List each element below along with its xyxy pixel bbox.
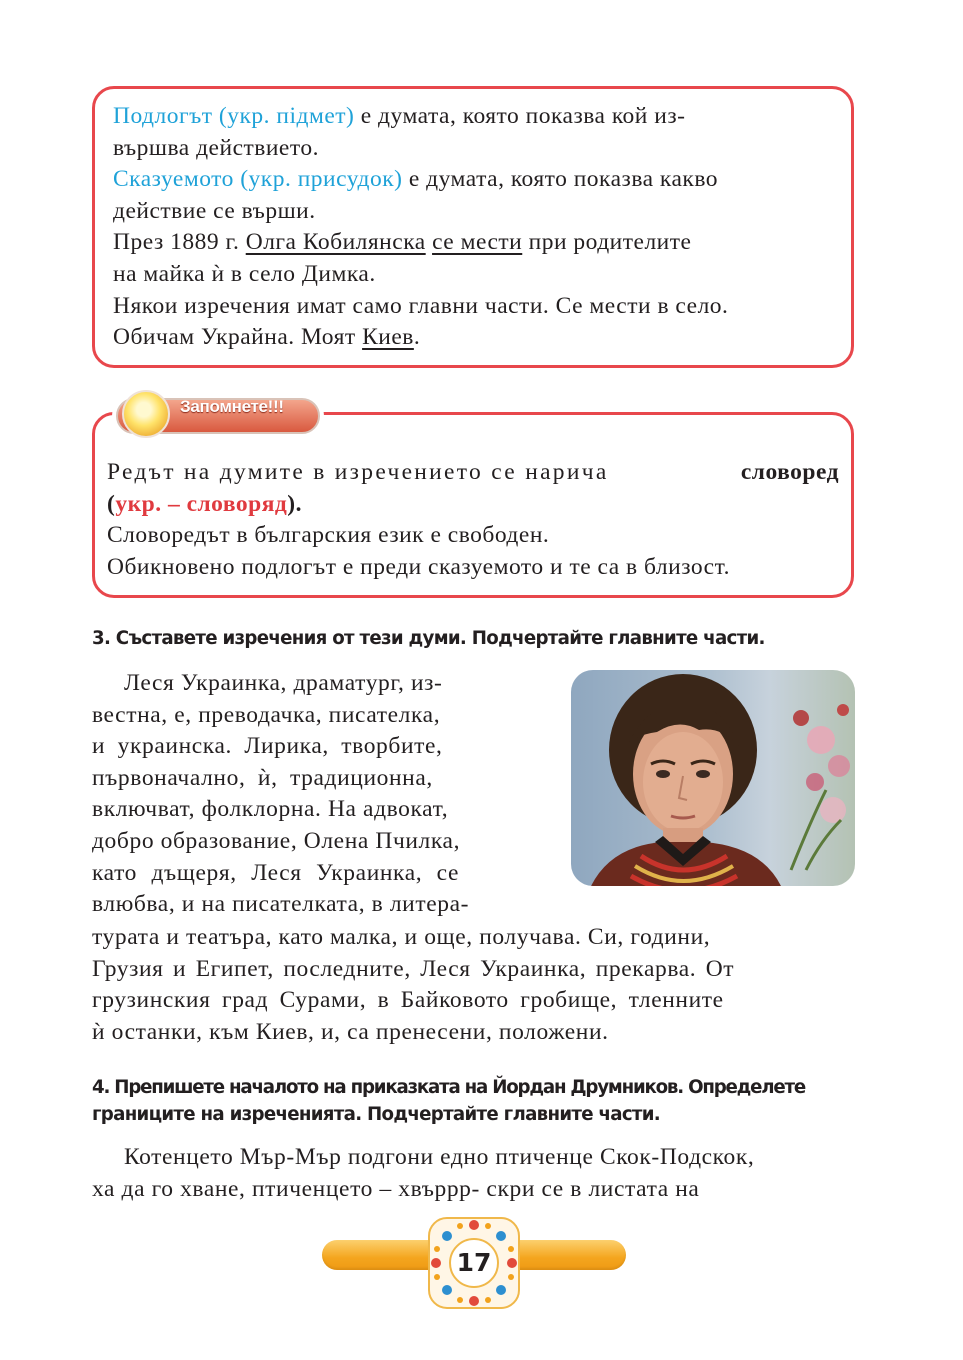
text-line: грузинския град Сурами, в Байковото гробище, тленните bbox=[92, 987, 724, 1014]
text-line: Грузия и Египет, последните, Леся Украинка, прекарва. От bbox=[92, 955, 735, 982]
text-line: като дъщеря, Леся Украинка, се bbox=[92, 859, 460, 886]
example-line-2: на майка ѝ в село Димка. bbox=[113, 260, 376, 287]
task-4-title-line-1: 4. Препишете началото на приказката на Йордан Друмников. Определете bbox=[92, 1077, 806, 1098]
example-line-3: Някои изречения имат само главни части. Се мести в село. bbox=[113, 292, 729, 319]
portrait-illustration bbox=[571, 670, 855, 886]
text-line: първоначално, ѝ, традиционна, bbox=[92, 764, 433, 791]
remember-box bbox=[92, 412, 854, 598]
definition-text: е думата, която показва кой из- bbox=[354, 103, 686, 129]
text-line: вестна, е, преводачка, писателка, bbox=[92, 701, 441, 728]
task-4-title-line-2: границите на изреченията. Подчертайте главните части. bbox=[92, 1104, 661, 1125]
text-line: ха да го хване, птиченцето – хвъррр- скри се в листата на bbox=[92, 1175, 700, 1202]
text-line: турата и театъра, като малка, и още, получава. Си, години, bbox=[92, 924, 711, 950]
word-order-term-ukr: укр. – словоряд bbox=[115, 490, 288, 517]
text-line: влюбва, и на писателката, в литера- bbox=[92, 891, 470, 918]
task-4-title bbox=[92, 1074, 805, 1128]
task-4-text bbox=[92, 1142, 856, 1205]
example-text: Обичам Украйна. Моят bbox=[113, 324, 363, 351]
predicate-term: Сказуемото (укр. присудок) bbox=[113, 166, 403, 193]
text-line: Леся Украинка, драматург, из- bbox=[124, 670, 443, 696]
definition-box bbox=[92, 86, 854, 368]
example-line-1 bbox=[113, 227, 833, 259]
definition-line-4: действие се върши. bbox=[113, 197, 316, 224]
task-3-text-narrow bbox=[92, 668, 548, 921]
remember-text: Редът на думите в изречението се нарича bbox=[107, 459, 609, 485]
page-number: 17 bbox=[449, 1238, 499, 1288]
task-3-title: 3. Съставете изречения от тези думи. Подчертайте главните части. bbox=[92, 628, 765, 649]
paren: ). bbox=[287, 490, 302, 517]
subject-term: Подлогът (укр. підмет) bbox=[113, 103, 355, 129]
portrait-image bbox=[571, 670, 855, 886]
task-3-text-wide bbox=[92, 922, 856, 1048]
remember-line-3: Словоредът в българския език е свободен. bbox=[107, 522, 550, 549]
example-text: През 1889 г. bbox=[113, 229, 246, 256]
remember-line-1 bbox=[107, 457, 839, 489]
example-text: . bbox=[413, 324, 421, 351]
lightbulb-icon bbox=[122, 390, 170, 438]
text-line: ѝ останки, към Киев, и, са пренесени, положени. bbox=[92, 1018, 609, 1045]
remember-line-2 bbox=[107, 489, 839, 521]
remember-badge bbox=[112, 394, 324, 438]
definition-line-2: вършва действието. bbox=[113, 134, 319, 161]
definition-line-3 bbox=[113, 164, 833, 196]
text-line: и украинска. Лирика, творбите, bbox=[92, 733, 443, 760]
underlined-predicate: се мести bbox=[432, 229, 523, 256]
text-line: добро образование, Олена Пчилка, bbox=[92, 827, 461, 854]
remember-line-4: Обикновено подлогът е преди сказуемото и те са в близост. bbox=[107, 553, 730, 580]
underlined-word: Киев bbox=[362, 324, 414, 351]
text-line: включват, фолклорна. На адвокат, bbox=[92, 796, 449, 823]
badge-label: Запомнете!!! bbox=[180, 397, 284, 416]
definition-line-1 bbox=[113, 101, 833, 133]
underlined-subject: Олга Кобилянска bbox=[245, 229, 426, 256]
example-line-4 bbox=[113, 322, 833, 354]
text-line: Котенцето Мър-Мър подгони едно птиченце Скок-Подскок, bbox=[124, 1144, 755, 1170]
definition-text: е думата, която показва какво bbox=[402, 166, 719, 193]
paren: ( bbox=[107, 490, 116, 517]
word-order-term: словоред bbox=[740, 459, 839, 485]
example-text: при родителите bbox=[522, 229, 692, 256]
